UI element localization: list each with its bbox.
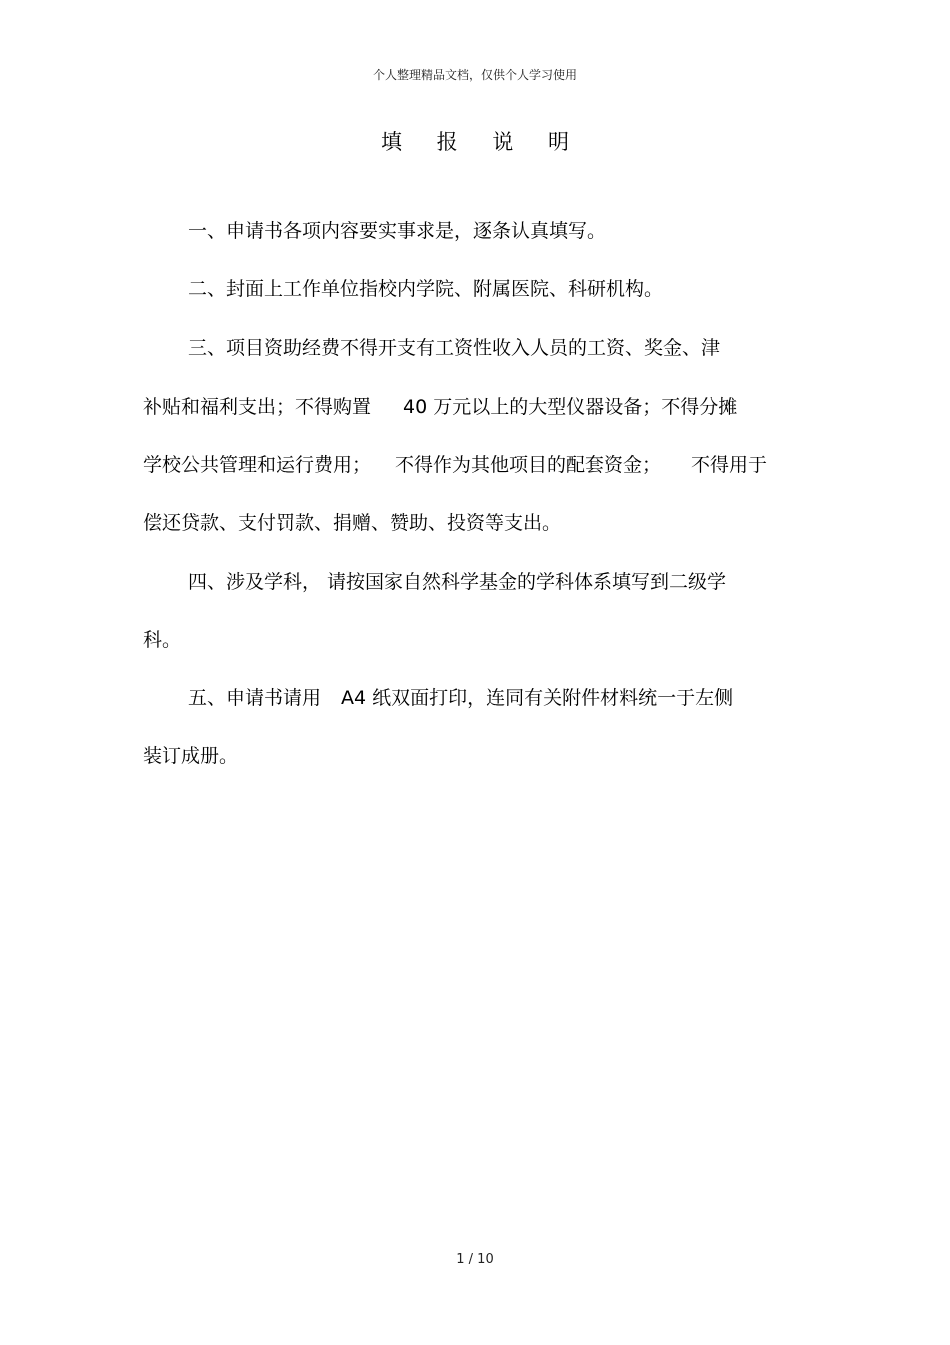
item-5-line-1-part-a: 五、申请书请用 bbox=[188, 687, 322, 709]
item-1-line: 一、申请书各项内容要实事求是，逐条认真填写。 bbox=[188, 220, 607, 242]
item-3-line-3-part-c: 不得用于 bbox=[691, 454, 768, 476]
page-title: 填 报 说 明 bbox=[380, 130, 584, 154]
item-2-line: 二、封面上工作单位指校内学院、附属医院、科研机构。 bbox=[188, 278, 664, 300]
item-3-line-3 bbox=[143, 451, 823, 479]
item-4-line-1-part-a: 四、涉及学科， bbox=[188, 571, 322, 593]
item-4-line-2: 科。 bbox=[143, 629, 182, 651]
item-5-line-1-part-b: A4 纸双面打印，连同有关附件材料统一于左侧 bbox=[341, 687, 734, 709]
item-3-line-3-part-a: 学校公共管理和运行费用； bbox=[143, 454, 372, 476]
page-number: 1 / 10 bbox=[456, 1252, 494, 1267]
item-5-line-2: 装订成册。 bbox=[143, 745, 239, 767]
item-3-line-2-part-b: 40 万元以上的大型仪器设备；不得分摊 bbox=[403, 396, 738, 418]
item-4-line-1 bbox=[188, 568, 868, 596]
item-3-line-3-part-b: 不得作为其他项目的配套资金； bbox=[395, 454, 662, 476]
item-4-line-1-part-b: 请按国家自然科学基金的学科体系填写到二级学 bbox=[327, 571, 727, 593]
item-3-line-2 bbox=[143, 393, 823, 421]
header-note: 个人整理精品文档，仅供个人学习使用 bbox=[372, 68, 577, 82]
item-5-line-1 bbox=[188, 684, 868, 712]
item-3-line-4: 偿还贷款、支付罚款、捐赠、赞助、投资等支出。 bbox=[143, 512, 562, 534]
item-3-line-1: 三、项目资助经费不得开支有工资性收入人员的工资、奖金、津 bbox=[188, 337, 721, 359]
item-3-line-2-part-a: 补贴和福利支出；不得购置 bbox=[143, 396, 372, 418]
